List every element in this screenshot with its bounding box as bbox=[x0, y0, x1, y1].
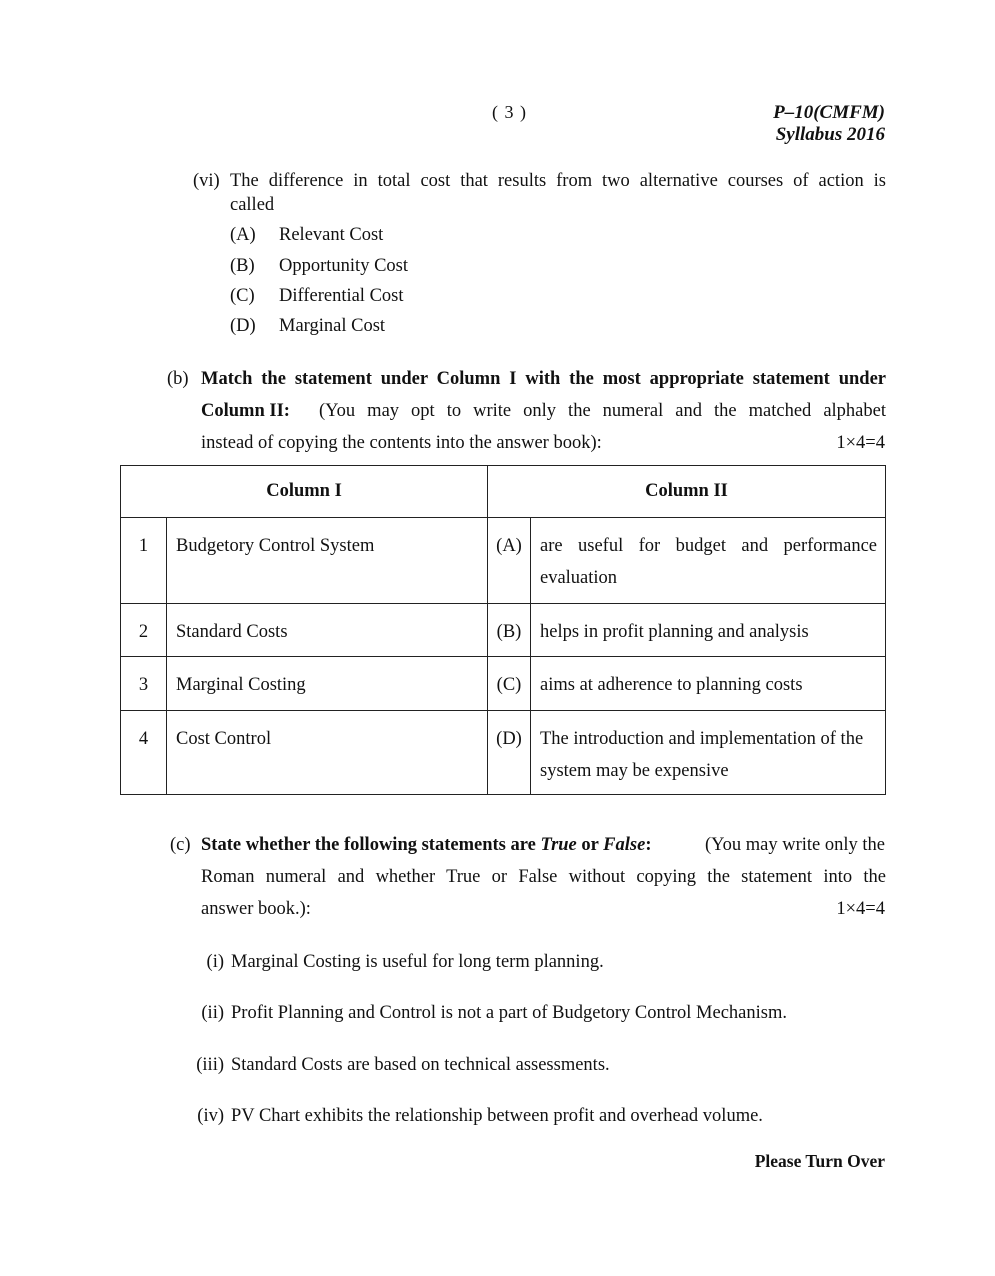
row-letter: (D) bbox=[496, 729, 522, 749]
section-instruction: instead of copying the contents into the answer book): bbox=[201, 433, 602, 453]
table-row bbox=[121, 604, 886, 657]
row-number: 4 bbox=[138, 729, 149, 749]
statement-number: (i) bbox=[206, 952, 224, 972]
column-2-statement: are useful for budget and performance bbox=[540, 536, 877, 556]
please-turn-over: Please Turn Over bbox=[754, 1151, 885, 1171]
column-2-statement: helps in profit planning and analysis bbox=[540, 622, 809, 642]
section-label: (b) bbox=[167, 369, 189, 389]
statement-number: (iii) bbox=[196, 1055, 224, 1075]
section-label: (c) bbox=[170, 835, 191, 855]
syllabus-year: Syllabus 2016 bbox=[775, 124, 885, 145]
table-row bbox=[121, 518, 886, 604]
match-table bbox=[120, 465, 886, 795]
question-number: (vi) bbox=[193, 171, 220, 191]
or-word: or bbox=[576, 835, 604, 855]
column-1-statement: Budgetory Control System bbox=[176, 536, 375, 556]
statement-text: Profit Planning and Control is not a part of Budgetory Control Mechanism. bbox=[231, 1003, 787, 1023]
section-instruction: Roman numeral and whether True or False without copying the statement into the bbox=[201, 867, 886, 887]
statement-text: PV Chart exhibits the relationship between profit and overhead volume. bbox=[231, 1106, 763, 1126]
option-text: Marginal Cost bbox=[279, 316, 386, 336]
column-2-statement-cont: evaluation bbox=[540, 568, 618, 588]
row-number: 2 bbox=[138, 622, 149, 642]
true-word: True bbox=[540, 835, 577, 855]
option-text: Opportunity Cost bbox=[279, 256, 408, 276]
section-instruction: (You may write only the bbox=[704, 835, 885, 855]
heading-text: State whether the following statements are bbox=[201, 835, 541, 855]
row-letter: (A) bbox=[496, 536, 522, 556]
option-label: (B) bbox=[230, 256, 255, 276]
question-text-line: called bbox=[230, 195, 275, 215]
statement-text: Standard Costs are based on technical assessments. bbox=[231, 1055, 610, 1075]
question-text-line: The difference in total cost that results from two alternative courses of action is bbox=[230, 171, 886, 191]
column-1-statement: Marginal Costing bbox=[176, 675, 306, 695]
section-heading: Match the statement under Column I with the most appropriate statement under bbox=[201, 369, 886, 389]
option-label: (A) bbox=[230, 225, 256, 245]
column-2-statement: The introduction and implementation of the bbox=[540, 729, 864, 749]
table-row bbox=[121, 657, 886, 711]
option-label: (C) bbox=[230, 286, 255, 306]
column-1-statement: Cost Control bbox=[176, 729, 272, 749]
statement-number: (iv) bbox=[197, 1106, 224, 1126]
heading-colon: : bbox=[645, 835, 652, 855]
false-word: False bbox=[603, 835, 646, 855]
row-letter: (B) bbox=[496, 622, 522, 642]
section-instruction: (You may opt to write only the numeral and the matched alphabet bbox=[319, 401, 886, 421]
row-letter: (C) bbox=[496, 675, 522, 695]
option-text: Differential Cost bbox=[279, 286, 404, 306]
column-1-statement: Standard Costs bbox=[176, 622, 288, 642]
paper-code: P–10(CMFM) bbox=[773, 102, 885, 123]
page-number: ( 3 ) bbox=[492, 102, 527, 122]
column-2-statement-cont: system may be expensive bbox=[540, 761, 729, 781]
statement-number: (ii) bbox=[201, 1003, 224, 1023]
marks: 1×4=4 bbox=[836, 433, 885, 453]
option-label: (D) bbox=[230, 316, 256, 336]
section-heading-cont: Column II: bbox=[201, 401, 290, 421]
column-2-statement: aims at adherence to planning costs bbox=[540, 675, 803, 695]
column-1-header: Column I bbox=[121, 466, 488, 518]
table-row bbox=[121, 711, 886, 795]
section-instruction: answer book.): bbox=[201, 899, 311, 919]
section-heading bbox=[201, 835, 651, 856]
row-number: 3 bbox=[138, 675, 149, 695]
table-header-row bbox=[121, 466, 886, 518]
statement-text: Marginal Costing is useful for long term planning. bbox=[231, 952, 604, 972]
column-2-header: Column II bbox=[488, 466, 886, 518]
row-number: 1 bbox=[138, 536, 149, 556]
marks: 1×4=4 bbox=[836, 899, 885, 919]
option-text: Relevant Cost bbox=[279, 225, 384, 245]
